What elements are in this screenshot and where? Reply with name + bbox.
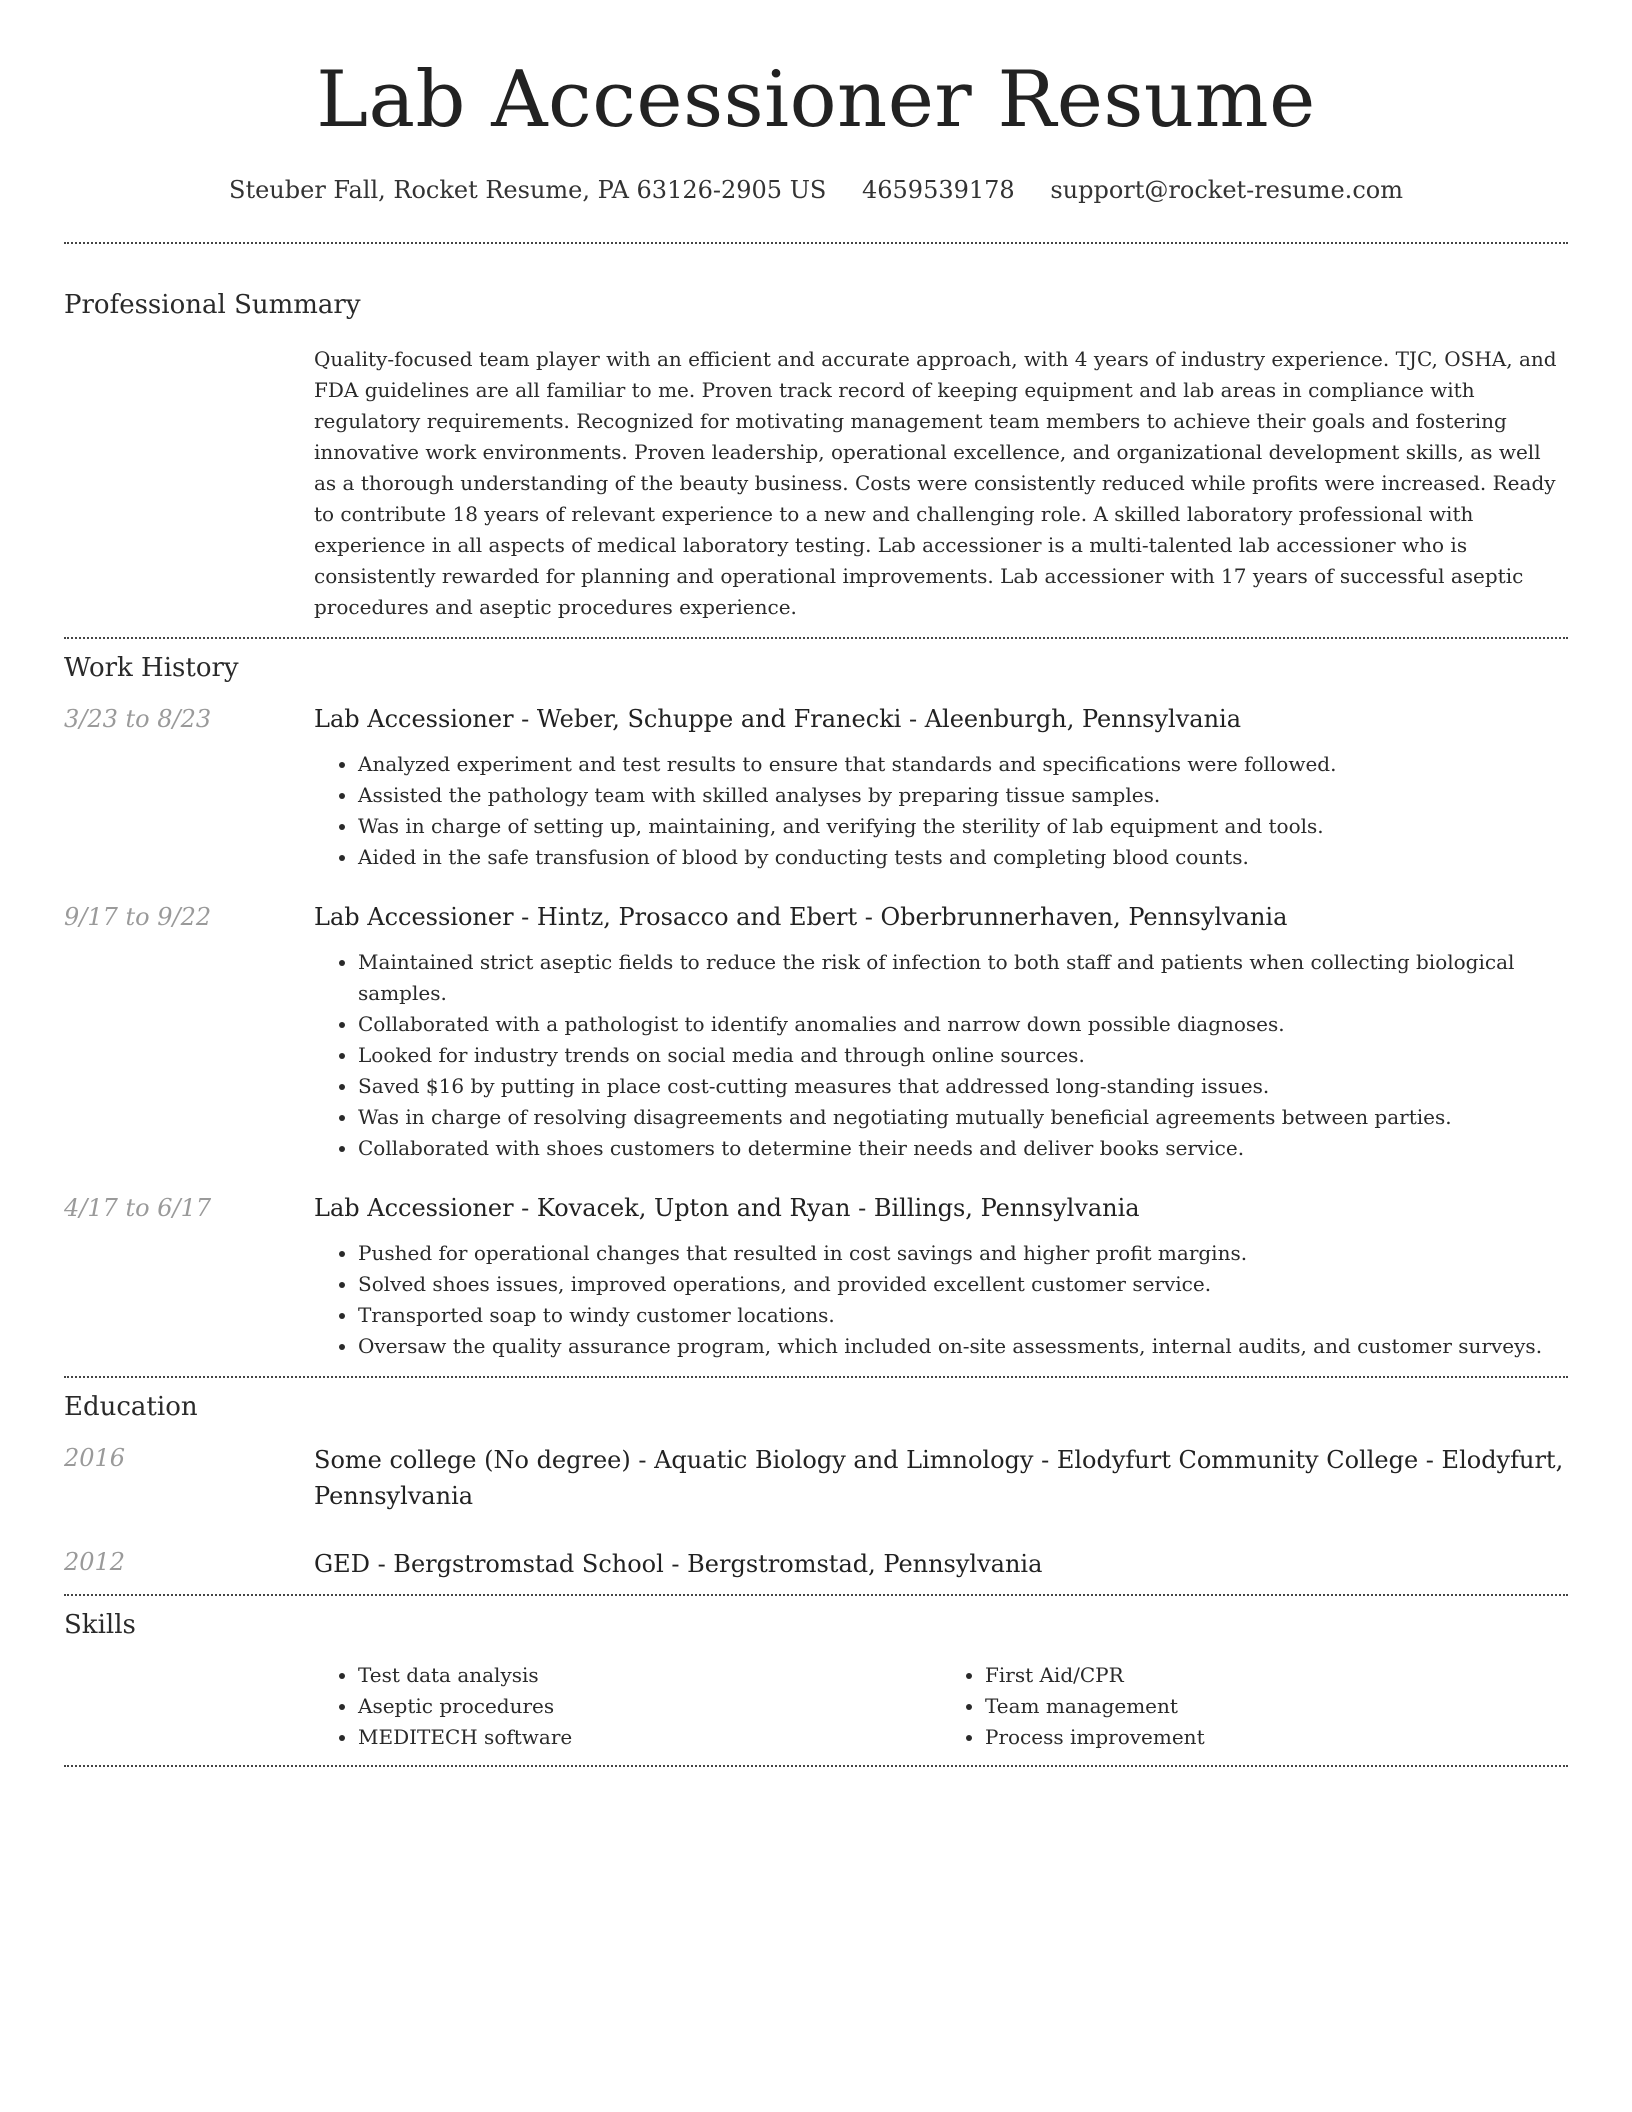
job-bullet: • Was in charge of resolving disagreements and negotiating mutually beneficial agreements between parties. [358,1102,1568,1133]
job-title: Lab Accessioner - Kovacek, Upton and Ryan - Billings, Pennsylvania [314,1194,1140,1222]
job-bullet: • Oversaw the quality assurance program, which included on-site assessments, internal audits, and customer surveys. [358,1331,1568,1362]
summary-row [64,322,1568,637]
section-divider [64,1376,1568,1378]
job-bullet: • Aided in the safe transfusion of blood by conducting tests and completing blood counts. [358,842,1568,873]
skills-right-column [314,1642,1568,1765]
section-title-skills: Skills [64,1610,136,1640]
work-history-section [64,651,1568,1376]
skill-item: • Process improvement [985,1722,1568,1753]
section-divider [64,1765,1568,1767]
job-bullet: • Collaborated with a pathologist to identify anomalies and narrow down possible diagnoses. [358,1009,1568,1040]
skill-item: • Team management [985,1691,1568,1722]
job-entry [64,703,1568,873]
professional-summary-section [64,288,1568,637]
job-dates: 3/23 to 8/23 [64,705,212,733]
contact-phone: 4659539178 [862,176,1015,204]
job-bullet: • Collaborated with shoes customers to determine their needs and deliver books service. [358,1133,1568,1164]
job-dates: 4/17 to 6/17 [64,1194,212,1222]
education-entry [64,1546,1568,1582]
resume-header [64,0,1568,206]
job-title: Lab Accessioner - Weber, Schuppe and Franecki - Aleenburgh, Pennsylvania [314,705,1242,733]
job-bullets [314,749,1568,873]
education-title: GED - Bergstromstad School - Bergstromstad, Pennsylvania [314,1550,1043,1578]
resume-title: Lab Accessioner Resume [316,55,1316,145]
skills-list-left [314,1660,941,1753]
job-details [314,1192,1568,1376]
skills-list-right [941,1660,1568,1753]
education-title: Some college (No degree) - Aquatic Biology and Limnology - Elodyfurt Community College - Elodyfurt, Pennsylvania [314,1446,1564,1510]
job-bullet: • Was in charge of setting up, maintaining, and verifying the sterility of lab equipment and tools. [358,811,1568,842]
job-bullets [314,1238,1568,1362]
job-bullet: • Solved shoes issues, improved operations, and provided excellent customer service. [358,1269,1568,1300]
education-details [314,1442,1568,1514]
job-bullet: • Maintained strict aseptic fields to reduce the risk of infection to both staff and patients when collecting biological samples. [358,947,1568,1009]
job-bullet: • Analyzed experiment and test results to ensure that standards and specifications were followed. [358,749,1568,780]
job-bullet: • Assisted the pathology team with skilled analyses by preparing tissue samples. [358,780,1568,811]
job-details [314,901,1568,1164]
section-title-summary: Professional Summary [64,290,361,320]
section-title-education: Education [64,1392,198,1422]
section-title-work: Work History [64,653,239,683]
section-divider [64,1594,1568,1596]
summary-right-column [314,322,1568,637]
job-dates: 9/17 to 9/22 [64,903,212,931]
job-entry [64,1192,1568,1376]
skill-item: • MEDITECH software [358,1722,941,1753]
summary-left-column [64,322,314,637]
education-section [64,1390,1568,1582]
education-details [314,1546,1568,1582]
skills-left-column [64,1642,314,1765]
contact-email: support@rocket-resume.com [1050,176,1403,204]
contact-line [64,174,1568,206]
job-details [314,703,1568,873]
skills-row [64,1642,1568,1765]
education-entry [64,1442,1568,1514]
job-title: Lab Accessioner - Hintz, Prosacco and Ebert - Oberbrunnerhaven, Pennsylvania [314,903,1288,931]
skill-item: • Aseptic procedures [358,1691,941,1722]
job-bullet: • Saved $16 by putting in place cost-cutting measures that addressed long-standing issues. [358,1071,1568,1102]
skills-section [64,1608,1568,1765]
summary-text: Quality-focused team player with an efficient and accurate approach, with 4 years of industry experience. TJC, OSHA, and FDA guidelines are all familiar to me. Proven track record of keeping equipment and lab areas in compliance with regulatory requirements. Recognized for motivating management team members to achieve their goals and fostering innovative work environments. Proven leadership, operational excellence, and organizational development skills, as well as a thorough understanding of the beauty business. Costs were consistently reduced while profits were increased. Ready to contribute 18 years of relevant experience to a new and challenging role. A skilled laboratory professional with experience in all aspects of medical laboratory testing. Lab accessioner is a multi-talented lab accessioner who is consistently rewarded for planning and operational improvements. Lab accessioner with 17 years of successful aseptic procedures and aseptic procedures experience. [314,347,1557,619]
job-entry [64,901,1568,1164]
section-divider [64,242,1568,244]
section-divider [64,637,1568,639]
job-bullet: • Looked for industry trends on social media and through online sources. [358,1040,1568,1071]
education-year: 2012 [64,1548,126,1576]
job-bullets [314,947,1568,1164]
skills-grid [314,1660,1568,1753]
skill-item: • Test data analysis [358,1660,941,1691]
skill-item: • First Aid/CPR [985,1660,1568,1691]
job-bullet: • Transported soap to windy customer locations. [358,1300,1568,1331]
education-year: 2016 [64,1444,126,1472]
job-bullet: • Pushed for operational changes that resulted in cost savings and higher profit margins. [358,1238,1568,1269]
contact-address: Steuber Fall, Rocket Resume, PA 63126-2905 US [229,176,827,204]
